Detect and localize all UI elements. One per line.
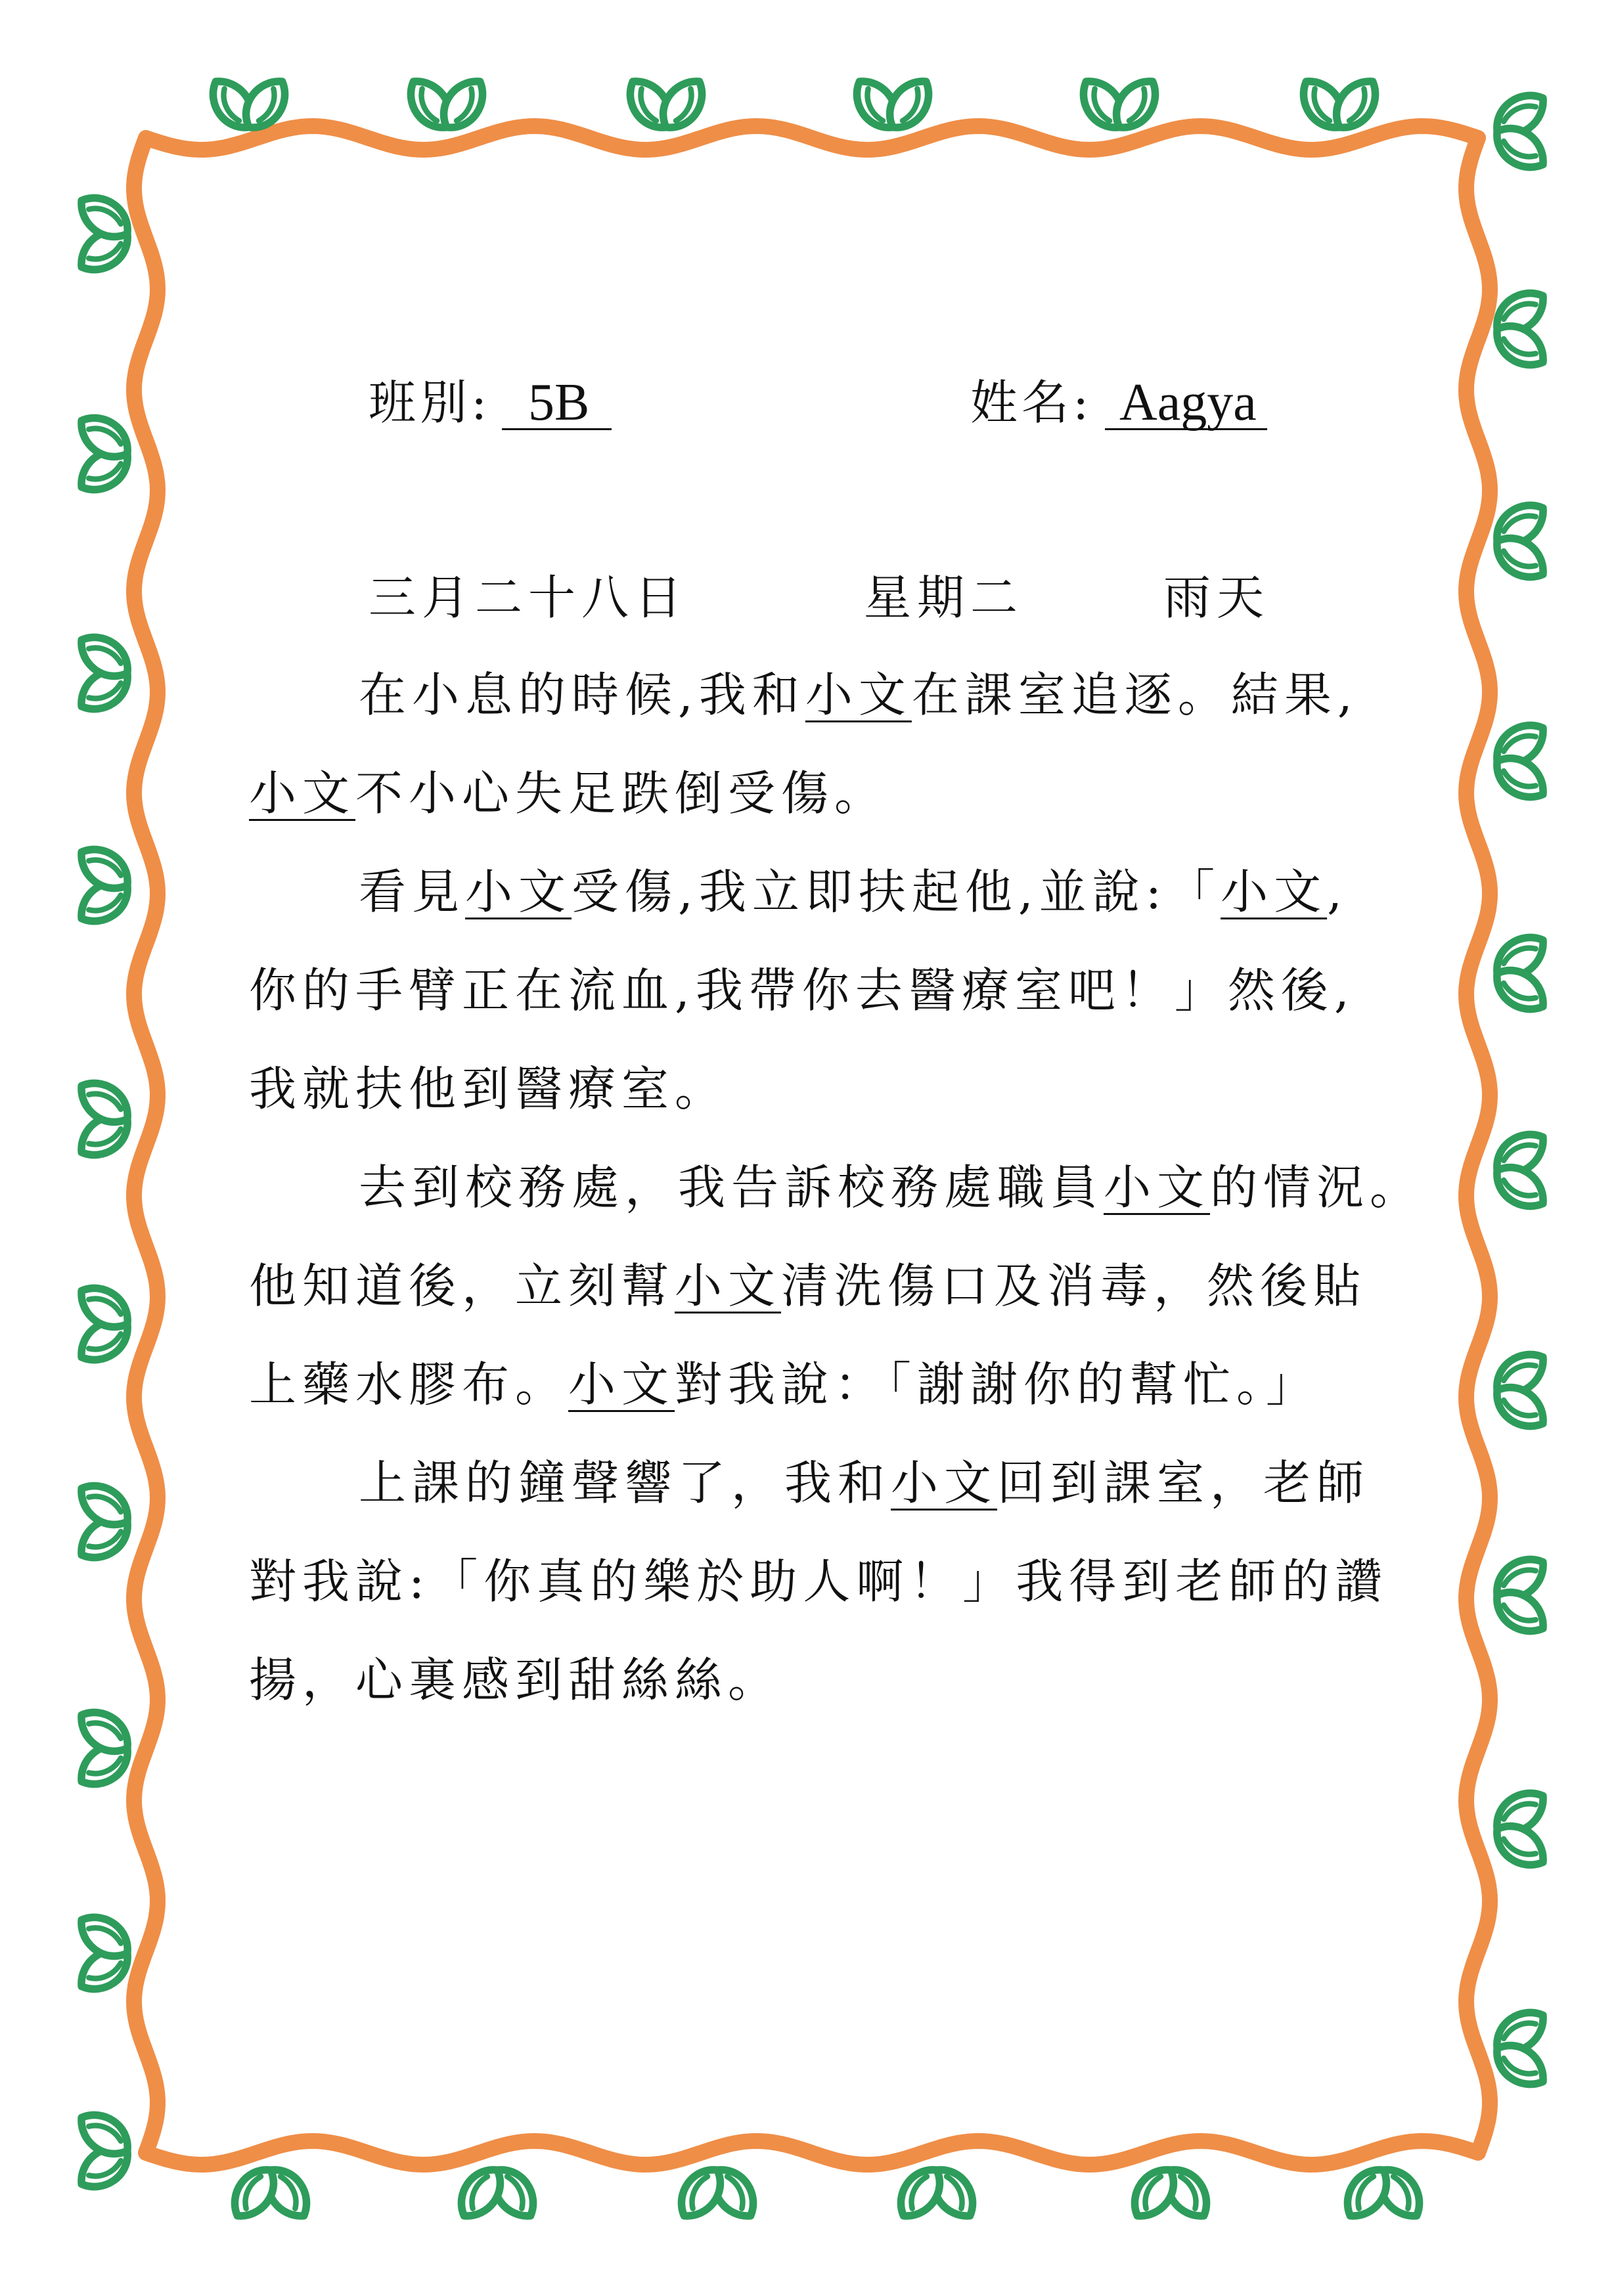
text-segment: 在小息的時候,我和 (359, 667, 805, 722)
sprout-leaf-icon (72, 408, 137, 500)
text-line (249, 744, 1497, 843)
sprout-leaf-icon (72, 188, 137, 280)
text-segment: 回到課室，老師 (997, 1455, 1370, 1511)
sprout-leaf-icon (451, 2161, 544, 2225)
proper-noun-underlined: 小文 (675, 1258, 782, 1314)
sprout-leaf-icon (1073, 72, 1166, 137)
class-label: 班別: (369, 375, 491, 430)
text-segment: 看見 (359, 864, 466, 919)
sprout-leaf-icon (72, 839, 137, 932)
sprout-leaf-icon (671, 2161, 764, 2225)
sprout-leaf-icon (72, 1073, 137, 1166)
text-segment: 我就扶他到醫療室。 (249, 1061, 729, 1116)
name-label: 姓名: (970, 375, 1093, 430)
diary-weather: 雨天 (1163, 570, 1270, 625)
text-segment: 不小心失足跌倒受傷。 (355, 766, 888, 821)
class-value-field (502, 370, 612, 430)
text-line (249, 1631, 1497, 1729)
class-value: 5B (528, 374, 590, 431)
sprout-leaf-icon (620, 72, 713, 137)
proper-noun-underlined: 小文 (891, 1455, 998, 1511)
name-value: Aagya (1119, 374, 1257, 431)
text-line (249, 1138, 1497, 1237)
sprout-leaf-icon (72, 1907, 137, 2000)
text-segment: 受傷,我立即扶起他,並說:「 (572, 864, 1221, 919)
text-line (249, 1237, 1497, 1335)
sprout-leaf-icon (1488, 715, 1552, 808)
proper-noun-underlined: 小文 (568, 1357, 675, 1412)
text-segment: 在課室追逐。結果, (911, 667, 1358, 722)
proper-noun-underlined: 小文 (1221, 864, 1328, 919)
sprout-leaf-icon (72, 1278, 137, 1371)
text-line (249, 1532, 1497, 1631)
sprout-leaf-icon (225, 2161, 317, 2225)
sprout-leaf-icon (1125, 2161, 1217, 2225)
paragraph (249, 646, 1497, 843)
paragraph (249, 1138, 1497, 1434)
text-segment: 你的手臂正在流血,我帶你去醫療室吧！」然後, (249, 963, 1355, 1018)
text-segment: 去到校務處，我告訴校務處職員 (359, 1160, 1104, 1215)
sprout-leaf-icon (72, 2105, 137, 2197)
text-segment: 對我說：「謝謝你的幫忙。」 (675, 1357, 1320, 1412)
text-segment: 揚，心裏感到甜絲絲。 (249, 1652, 782, 1708)
sprout-leaf-icon (1488, 1783, 1552, 1876)
text-line (249, 1434, 1497, 1532)
sprout-leaf-icon (1488, 495, 1552, 588)
name-value-field (1105, 370, 1267, 430)
sprout-leaf-icon (1488, 85, 1552, 178)
sprout-leaf-icon (72, 1476, 137, 1568)
diary-weekday: 星期二 (864, 570, 1024, 625)
sprout-leaf-icon (1488, 283, 1552, 376)
text-segment: , (1327, 864, 1348, 919)
text-segment: 的情況。 (1210, 1160, 1424, 1215)
proper-noun-underlined: 小文 (805, 667, 912, 722)
text-segment: 上課的鐘聲響了，我和 (359, 1455, 891, 1511)
proper-noun-underlined: 小文 (1104, 1160, 1211, 1215)
sprout-leaf-icon (72, 627, 137, 720)
paragraph (249, 1434, 1497, 1729)
text-line (249, 941, 1497, 1040)
text-line (249, 843, 1497, 941)
essay-body (249, 646, 1497, 1729)
sprout-leaf-icon (1488, 2002, 1552, 2095)
sprout-leaf-icon (847, 72, 939, 137)
text-segment: 上藥水膠布。 (249, 1357, 569, 1412)
text-segment: 他知道後，立刻幫 (249, 1258, 675, 1314)
sprout-leaf-icon (72, 1702, 137, 1795)
text-line (249, 1040, 1497, 1138)
sprout-leaf-icon (1488, 927, 1552, 1020)
sprout-leaf-icon (891, 2161, 983, 2225)
sprout-leaf-icon (1488, 1344, 1552, 1437)
text-line (249, 646, 1497, 744)
sprout-leaf-icon (1488, 1124, 1552, 1217)
sprout-leaf-icon (1488, 1549, 1552, 1642)
text-segment: 對我說:「你真的樂於助人啊！」我得到老師的讚 (249, 1554, 1389, 1609)
sprout-leaf-icon (1293, 72, 1386, 137)
text-segment: 清洗傷口及消毒，然後貼 (781, 1258, 1367, 1314)
paragraph (249, 843, 1497, 1138)
diary-date: 三月二十八日 (369, 570, 688, 625)
proper-noun-underlined: 小文 (465, 864, 572, 919)
text-line (249, 1335, 1497, 1434)
sprout-leaf-icon (401, 72, 493, 137)
proper-noun-underlined: 小文 (249, 766, 356, 821)
sprout-leaf-icon (1337, 2161, 1430, 2225)
